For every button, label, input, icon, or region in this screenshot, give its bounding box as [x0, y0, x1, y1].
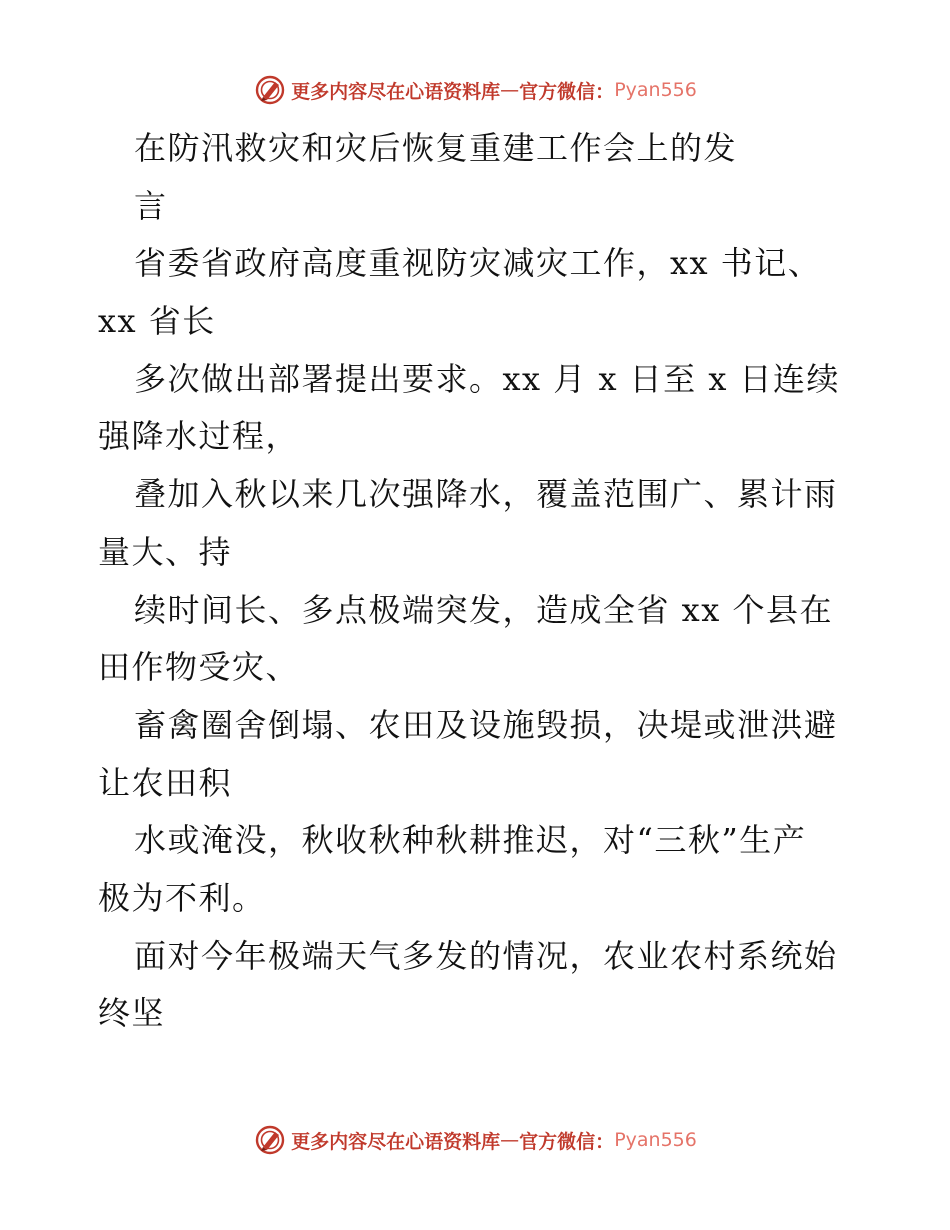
text-line: 量大、持	[98, 532, 233, 571]
text-line: 终坚	[98, 994, 166, 1033]
footer-banner	[0, 1120, 950, 1160]
text-line: 叠加入秋以来几次强降水，覆盖范围广、累计雨	[134, 475, 838, 514]
text-line: 田作物受灾、	[98, 648, 300, 687]
banner-wechat-id: Pyan556	[614, 1129, 697, 1151]
banner-wechat-label: 官方微信：	[519, 1130, 615, 1153]
text-line: 续时间长、多点极端突发，造成全省 xx 个县在	[134, 590, 833, 629]
banner-separator: —	[500, 1129, 520, 1151]
text-line: 言	[134, 186, 168, 225]
text-line: 在防汛救灾和灾后恢复重建工作会上的发	[134, 129, 738, 167]
banner-separator: —	[500, 79, 520, 101]
banner-brand: 更多内容尽在心语资料库	[291, 1130, 501, 1153]
banner-wechat-id: Pyan556	[614, 79, 697, 101]
text-line: xx 省长	[98, 302, 216, 341]
header-banner	[0, 70, 950, 110]
text-line: 多次做出部署提出要求。xx 月 x 日至 x 日连续	[134, 359, 841, 398]
text-line: 水或淹没，秋收秋种秋耕推迟，对“三秋”生产	[134, 821, 807, 860]
document-body	[98, 120, 858, 1043]
text-line: 强降水过程，	[98, 417, 300, 456]
text-line: 面对今年极端天气多发的情况，农业农村系统始	[134, 936, 838, 975]
pen-nib-logo-icon	[253, 73, 287, 107]
banner-brand: 更多内容尽在心语资料库	[291, 80, 501, 103]
text-line: 畜禽圈舍倒塌、农田及设施毁损，决堤或泄洪避	[134, 705, 838, 744]
text-line: 省委省政府高度重视防灾减灾工作，xx 书记、	[134, 244, 822, 283]
text-line: 极为不利。	[98, 878, 266, 917]
pen-nib-logo-icon	[253, 1123, 287, 1157]
text-line: 让农田积	[98, 763, 233, 802]
banner-wechat-label: 官方微信：	[519, 80, 615, 103]
